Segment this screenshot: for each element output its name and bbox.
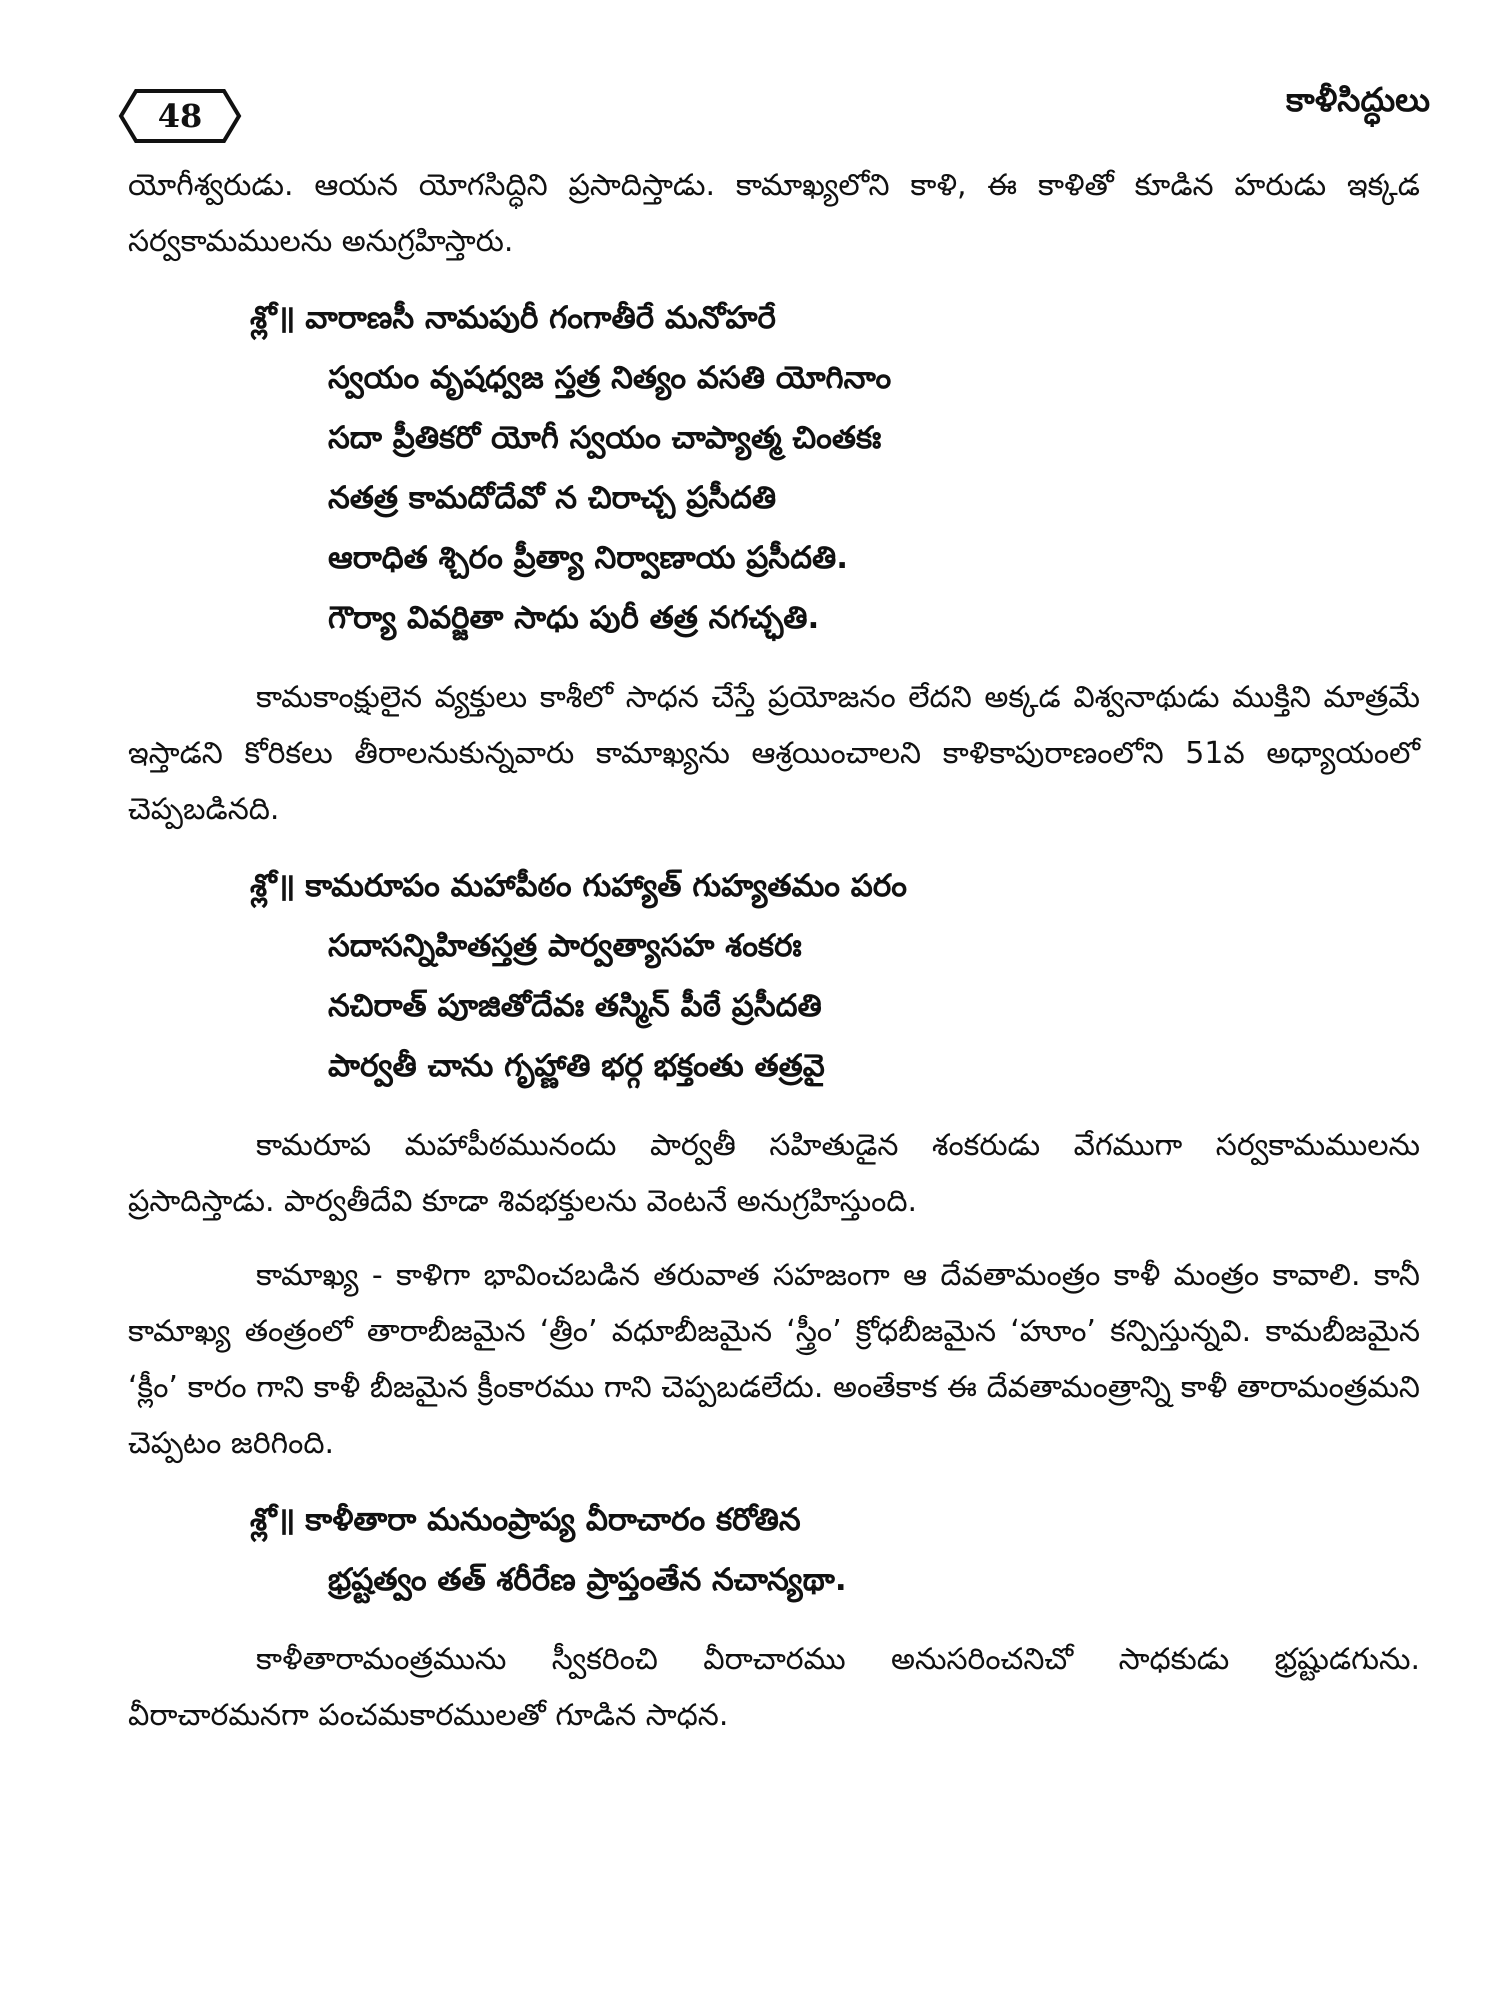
paragraph-4: కామాఖ్య - కాళిగా భావించబడిన తరువాత సహజంగా ఆ దేవతామంత్రం కాళీ మంత్రం కావాలి. కానీ కామాఖ్య తంత్రంలో తారాబీజమైన ‘త్రీం’ వధూబీజమైన ‘స్త్రీం’ క్రోధబీజమైన ‘హూం’ కన్పిస్తున్నవి. కామబీజమైన ‘క్లీం’ కారం గాని కాళీ బీజమైన క్రీంకారము గాని చెప్పబడలేదు. అంతేకాక ఈ దేవతామంత్రాన్ని కాళీ తారామంత్రమని చెప్పటం జరిగింది.: [128, 1258, 1420, 1461]
verse-text: వారాణసీ నామపురీ గంగాతీరే మనోహరే: [305, 300, 776, 336]
verse-line: [250, 1490, 1420, 1550]
page-number-badge: [118, 88, 242, 144]
verse-line: [250, 288, 1420, 348]
paragraph-1: యోగీశ్వరుడు. ఆయన యోగసిద్ధిని ప్రసాదిస్తాడు. కామాఖ్యలోని కాళి, ఈ కాళితో కూడిన హరుడు ఇక్కడ సర్వకామములను అనుగ్రహిస్తారు.: [128, 168, 1420, 259]
verse-line: [250, 856, 1420, 916]
verse-line: సదా ప్రీతికరో యోగీ స్వయం చాప్యాత్మ చింతకః: [328, 420, 882, 456]
verse-line: భ్రష్టత్వం తత్ శరీరేణ ప్రాప్తంతేన నచాన్యథా.: [328, 1562, 847, 1598]
verse-marker: శ్లో॥: [250, 300, 296, 336]
verse-marker: శ్లో॥: [250, 868, 296, 904]
paragraph-3: కామరూప మహాపీఠమునందు పార్వతీ సహితుడైన శంకరుడు వేగముగా సర్వకామములను ప్రసాదిస్తాడు. పార్వతీదేవి కూడా శివభక్తులను వెంటనే అనుగ్రహిస్తుంది.: [128, 1128, 1420, 1219]
paragraph-5: కాళీతారామంత్రమును స్వీకరించి వీరాచారము అనుసరించనిచో సాధకుడు భ్రష్టుడగును. వీరాచారమనగా పంచమకారములతో గూడిన సాధన.: [128, 1642, 1420, 1733]
verse-line: నతత్ర కామదోదేవో న చిరాచ్చ ప్రసీదతి: [328, 480, 777, 516]
verse-line: నచిరాత్ పూజితోదేవః తస్మిన్ పీఠే ప్రసీదతి: [328, 988, 822, 1024]
verse-marker: శ్లో॥: [250, 1502, 296, 1538]
verse-3: [250, 1490, 1420, 1610]
verse-text: కాళీతారా మనుంప్రాప్య వీరాచారం కరోతిన: [305, 1502, 801, 1538]
verse-line: పార్వతీ చాను గృహ్ణాతి భర్గ భక్తంతు తత్రవై: [328, 1048, 825, 1084]
paragraph-2: కామకాంక్షులైన వ్యక్తులు కాశీలో సాధన చేస్తే ప్రయోజనం లేదని అక్కడ విశ్వనాథుడు ముక్తిని మాత్రమే ఇస్తాడని కోరికలు తీరాలనుకున్నవారు కామాఖ్యను ఆశ్రయించాలని కాళికాపురాణంలోని 51వ అధ్యాయంలో చెప్పబడినది.: [128, 680, 1420, 827]
verse-line: సదాసన్నిహితస్తత్ర పార్వత్యాసహ శంకరః: [328, 928, 802, 964]
verse-2: [250, 856, 1420, 1096]
verse-line: ఆరాధిత శ్చిరం ప్రీత్యా నిర్వాణాయ ప్రసీదతి.: [328, 540, 848, 576]
page-body: [128, 158, 1420, 1762]
verse-text: కామరూపం మహాపీఠం గుహ్యాత్ గుహ్యతమం పరం: [305, 868, 907, 904]
verse-line: గౌర్యా వివర్జితా సాధు పురీ తత్ర నగచ్ఛతి.: [328, 600, 820, 636]
verse-1: [250, 288, 1420, 648]
running-title: కాళీసిద్ధులు: [1286, 80, 1430, 119]
page-number: 48: [157, 97, 203, 135]
verse-line: స్వయం వృషధ్వజ స్తత్ర నిత్యం వసతి యోగినాం: [328, 360, 892, 396]
